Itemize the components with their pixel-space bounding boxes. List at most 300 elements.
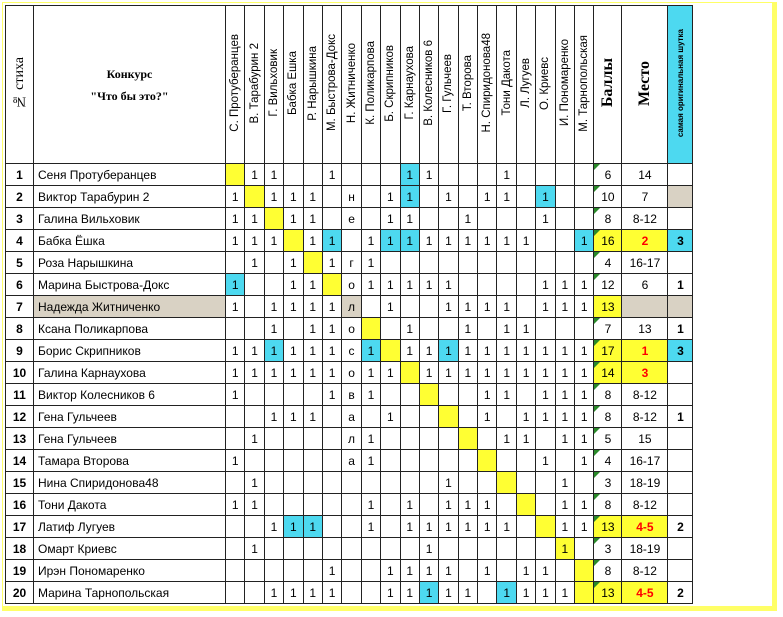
score-cell: 1 [516, 230, 535, 252]
score-cell: 1 [245, 230, 264, 252]
score-cell: 1 [458, 208, 477, 230]
score-cell: 1 [400, 274, 419, 296]
score-cell: 1 [264, 362, 283, 384]
score-cell [245, 274, 264, 296]
score-cell [284, 494, 303, 516]
score-cell: 1 [303, 406, 322, 428]
row-number: 11 [6, 384, 34, 406]
score-cell [555, 186, 574, 208]
score-cell [245, 296, 264, 318]
score-cell [245, 318, 264, 340]
score-cell [419, 384, 438, 406]
points-cell: 3 [594, 472, 622, 494]
judge-header [342, 6, 361, 164]
score-cell: 1 [575, 516, 594, 538]
header-number [6, 6, 34, 164]
score-cell [555, 560, 574, 582]
score-cell [536, 230, 555, 252]
score-cell: 1 [381, 582, 400, 604]
score-cell [575, 252, 594, 274]
score-cell: 1 [497, 582, 516, 604]
score-cell: 1 [264, 296, 283, 318]
original-cell [668, 208, 693, 230]
judge-name: Н. Спиридонова48 [481, 33, 494, 133]
score-cell [361, 406, 380, 428]
score-cell [419, 318, 438, 340]
score-cell [458, 274, 477, 296]
header-number-label: № стиха [11, 57, 27, 109]
score-cell: 1 [458, 494, 477, 516]
place-cell: 8-12 [622, 384, 668, 406]
score-cell [516, 186, 535, 208]
score-cell [575, 538, 594, 560]
header-points-label: Баллы [598, 58, 616, 108]
points-cell: 8 [594, 208, 622, 230]
table-container [3, 3, 772, 606]
score-cell: 1 [555, 340, 574, 362]
score-cell [322, 494, 341, 516]
score-cell: 1 [575, 406, 594, 428]
score-cell [381, 494, 400, 516]
score-cell [555, 318, 574, 340]
points-cell: 16 [594, 230, 622, 252]
judge-header [264, 6, 283, 164]
points-cell: 4 [594, 450, 622, 472]
score-cell [381, 384, 400, 406]
score-cell: 1 [303, 582, 322, 604]
score-cell: о [342, 362, 361, 384]
score-cell: г [342, 252, 361, 274]
table-row [6, 230, 693, 252]
score-cell [322, 428, 341, 450]
score-cell [536, 494, 555, 516]
score-cell: 1 [303, 296, 322, 318]
score-cell [478, 450, 497, 472]
score-cell: 1 [400, 208, 419, 230]
points-cell: 13 [594, 582, 622, 604]
score-cell: 1 [361, 428, 380, 450]
author-name: Марина Быстрова-Докс [34, 274, 226, 296]
points-cell: 7 [594, 318, 622, 340]
contest-title-line2: "Что бы это?" [90, 88, 169, 103]
score-cell: 1 [497, 362, 516, 384]
table-row [6, 252, 693, 274]
score-cell: 1 [516, 406, 535, 428]
score-cell [264, 560, 283, 582]
table-row [6, 208, 693, 230]
score-cell [536, 472, 555, 494]
author-name: Гена Гульчеев [34, 428, 226, 450]
score-cell [284, 450, 303, 472]
score-cell [342, 560, 361, 582]
score-cell: 1 [419, 362, 438, 384]
score-cell [245, 560, 264, 582]
score-cell: 1 [439, 230, 458, 252]
score-cell: 1 [458, 296, 477, 318]
author-name: Виктор Колесников 6 [34, 384, 226, 406]
score-cell [419, 472, 438, 494]
score-cell: 1 [536, 450, 555, 472]
original-cell [668, 538, 693, 560]
score-cell [516, 208, 535, 230]
score-cell [419, 406, 438, 428]
score-cell [439, 450, 458, 472]
score-cell [575, 208, 594, 230]
table-row [6, 428, 693, 450]
score-cell [322, 186, 341, 208]
judge-name: Тони Дакота [500, 50, 513, 116]
score-cell: 1 [516, 582, 535, 604]
score-cell [264, 208, 283, 230]
score-cell [458, 560, 477, 582]
original-cell [668, 296, 693, 318]
score-cell [264, 252, 283, 274]
score-cell [284, 428, 303, 450]
score-cell: 1 [419, 230, 438, 252]
score-cell [381, 538, 400, 560]
score-cell: 1 [322, 340, 341, 362]
score-cell [226, 582, 245, 604]
score-cell [439, 208, 458, 230]
score-cell: 1 [226, 450, 245, 472]
score-cell: 1 [322, 384, 341, 406]
judge-header [497, 6, 516, 164]
score-cell [536, 252, 555, 274]
judge-header [381, 6, 400, 164]
score-cell: 1 [400, 230, 419, 252]
score-cell [245, 582, 264, 604]
author-name: Надежда Житниченко [34, 296, 226, 318]
points-cell: 13 [594, 516, 622, 538]
score-cell [439, 164, 458, 186]
score-cell [303, 472, 322, 494]
score-cell: а [342, 406, 361, 428]
score-cell: 1 [439, 560, 458, 582]
score-cell: 1 [497, 230, 516, 252]
score-cell: 1 [381, 296, 400, 318]
score-cell [478, 538, 497, 560]
score-cell: 1 [555, 428, 574, 450]
row-number: 16 [6, 494, 34, 516]
score-cell [536, 516, 555, 538]
original-cell [668, 164, 693, 186]
score-cell: 1 [361, 362, 380, 384]
score-cell: 1 [361, 384, 380, 406]
score-cell [497, 406, 516, 428]
score-cell: 1 [439, 186, 458, 208]
row-number: 15 [6, 472, 34, 494]
score-cell: 1 [419, 340, 438, 362]
score-cell: 1 [226, 208, 245, 230]
score-cell [342, 164, 361, 186]
author-name: Ирэн Пономаренко [34, 560, 226, 582]
score-cell [303, 384, 322, 406]
score-cell [361, 560, 380, 582]
results-table [5, 5, 693, 604]
row-number: 5 [6, 252, 34, 274]
score-cell: 1 [361, 274, 380, 296]
score-cell [264, 494, 283, 516]
table-row [6, 538, 693, 560]
judge-name: О. Криевс [539, 56, 552, 110]
row-number: 19 [6, 560, 34, 582]
score-cell: 1 [575, 340, 594, 362]
score-cell [497, 252, 516, 274]
score-cell: 1 [245, 362, 264, 384]
score-cell: 1 [555, 472, 574, 494]
score-cell: с [342, 340, 361, 362]
score-cell: 1 [536, 186, 555, 208]
score-cell: 1 [303, 340, 322, 362]
score-cell [400, 472, 419, 494]
score-cell: 1 [439, 296, 458, 318]
score-cell [342, 494, 361, 516]
score-cell: 1 [322, 362, 341, 384]
score-cell: 1 [497, 516, 516, 538]
score-cell [400, 428, 419, 450]
score-cell [516, 274, 535, 296]
score-cell: 1 [555, 296, 574, 318]
score-cell [458, 186, 477, 208]
score-cell [439, 538, 458, 560]
score-cell [478, 428, 497, 450]
score-cell [381, 428, 400, 450]
score-cell: 1 [478, 186, 497, 208]
author-name: Сеня Протуберанцев [34, 164, 226, 186]
score-cell [322, 274, 341, 296]
judge-name: Бабка Ёшка [287, 51, 300, 115]
place-cell: 8-12 [622, 560, 668, 582]
original-cell [668, 428, 693, 450]
score-cell: 1 [226, 384, 245, 406]
score-cell [478, 208, 497, 230]
score-cell [303, 560, 322, 582]
score-cell: 1 [478, 494, 497, 516]
place-cell: 16-17 [622, 450, 668, 472]
judge-header [322, 6, 341, 164]
score-cell: 1 [264, 406, 283, 428]
score-cell [516, 164, 535, 186]
header-points [594, 6, 622, 164]
judge-header [458, 6, 477, 164]
score-cell [322, 538, 341, 560]
score-cell [497, 450, 516, 472]
place-cell: 8-12 [622, 494, 668, 516]
score-cell: 1 [516, 428, 535, 450]
score-cell: 1 [439, 340, 458, 362]
score-cell [478, 582, 497, 604]
score-cell [419, 296, 438, 318]
score-cell: 1 [284, 208, 303, 230]
original-cell [668, 362, 693, 384]
score-cell: 1 [322, 582, 341, 604]
score-cell [419, 252, 438, 274]
author-name: Бабка Ёшка [34, 230, 226, 252]
points-cell: 8 [594, 560, 622, 582]
score-cell: 1 [361, 252, 380, 274]
original-cell [668, 252, 693, 274]
score-cell: 1 [497, 296, 516, 318]
place-cell: 16-17 [622, 252, 668, 274]
judge-name: Б. Скрипников [384, 44, 397, 122]
place-cell: 6 [622, 274, 668, 296]
score-cell: 1 [497, 428, 516, 450]
score-cell: 1 [303, 274, 322, 296]
score-cell: 1 [381, 230, 400, 252]
header-place-label: Место [635, 60, 653, 106]
score-cell: 1 [516, 340, 535, 362]
score-cell [226, 472, 245, 494]
score-cell [245, 516, 264, 538]
score-cell: 1 [419, 274, 438, 296]
table-row [6, 340, 693, 362]
original-cell: 2 [668, 582, 693, 604]
score-cell [458, 406, 477, 428]
original-cell [668, 560, 693, 582]
score-cell [458, 472, 477, 494]
score-cell [439, 384, 458, 406]
score-cell: 1 [536, 406, 555, 428]
original-cell: 3 [668, 340, 693, 362]
author-name: Омарт Криевс [34, 538, 226, 560]
score-cell: в [342, 384, 361, 406]
place-cell: 4-5 [622, 516, 668, 538]
score-cell: 1 [555, 494, 574, 516]
score-cell: 1 [226, 296, 245, 318]
score-cell: 1 [284, 516, 303, 538]
score-cell [226, 252, 245, 274]
score-cell: 1 [245, 428, 264, 450]
judge-header [284, 6, 303, 164]
score-cell: 1 [245, 164, 264, 186]
score-cell: 1 [226, 362, 245, 384]
judge-name: Г. Карнаухова [403, 46, 416, 120]
judge-header [245, 6, 264, 164]
row-number: 12 [6, 406, 34, 428]
contest-title-line1: Конкурс [106, 66, 153, 81]
score-cell: 1 [361, 230, 380, 252]
score-cell [284, 560, 303, 582]
score-cell [284, 538, 303, 560]
score-cell [381, 472, 400, 494]
table-row [6, 362, 693, 384]
score-cell: е [342, 208, 361, 230]
points-cell: 8 [594, 406, 622, 428]
score-cell: 1 [575, 450, 594, 472]
table-row [6, 296, 693, 318]
score-cell: 1 [555, 406, 574, 428]
judge-header [555, 6, 574, 164]
score-cell: 1 [536, 340, 555, 362]
score-cell [458, 538, 477, 560]
row-number: 18 [6, 538, 34, 560]
table-row [6, 582, 693, 604]
score-cell: 1 [303, 208, 322, 230]
score-cell: 1 [555, 516, 574, 538]
score-cell: 1 [458, 362, 477, 384]
score-cell: 1 [361, 450, 380, 472]
score-cell [322, 406, 341, 428]
author-name: Галина Вильховик [34, 208, 226, 230]
points-cell: 4 [594, 252, 622, 274]
author-name: Латиф Лугуев [34, 516, 226, 538]
score-cell [575, 318, 594, 340]
score-cell: 1 [303, 516, 322, 538]
score-cell [419, 186, 438, 208]
original-cell: 2 [668, 516, 693, 538]
score-cell: 1 [245, 252, 264, 274]
score-cell [536, 318, 555, 340]
score-cell [555, 230, 574, 252]
score-cell [575, 164, 594, 186]
score-cell: 1 [400, 164, 419, 186]
score-cell [381, 252, 400, 274]
score-cell: 1 [245, 494, 264, 516]
table-row [6, 450, 693, 472]
score-cell [458, 450, 477, 472]
score-cell [458, 428, 477, 450]
score-cell [284, 164, 303, 186]
score-cell [478, 274, 497, 296]
place-cell [622, 296, 668, 318]
score-cell [555, 164, 574, 186]
score-cell [342, 538, 361, 560]
score-cell: 1 [458, 340, 477, 362]
score-cell: 1 [264, 340, 283, 362]
score-cell: 1 [439, 582, 458, 604]
score-cell: 1 [284, 296, 303, 318]
original-cell [668, 384, 693, 406]
row-number: 17 [6, 516, 34, 538]
judge-header [419, 6, 438, 164]
score-cell: 1 [322, 252, 341, 274]
header-original-label: самая оригинальная шутка [675, 28, 685, 138]
score-cell [400, 450, 419, 472]
judge-name: М. Быстрова-Докс [326, 34, 339, 132]
score-cell: 1 [381, 274, 400, 296]
row-number: 1 [6, 164, 34, 186]
row-number: 3 [6, 208, 34, 230]
judge-name: Н. Житниченко [345, 42, 358, 124]
score-cell [381, 318, 400, 340]
score-cell [419, 494, 438, 516]
contest-title [34, 6, 226, 164]
score-cell [264, 384, 283, 406]
score-cell: 1 [458, 582, 477, 604]
score-cell [381, 340, 400, 362]
score-cell: 1 [226, 340, 245, 362]
score-cell [303, 428, 322, 450]
score-cell: а [342, 450, 361, 472]
score-cell [575, 186, 594, 208]
score-cell [284, 472, 303, 494]
score-cell: 1 [439, 362, 458, 384]
original-cell [668, 186, 693, 208]
score-cell: 1 [400, 582, 419, 604]
score-cell [226, 560, 245, 582]
judge-header [439, 6, 458, 164]
score-cell [245, 450, 264, 472]
score-cell [497, 538, 516, 560]
score-cell: 1 [400, 340, 419, 362]
score-cell: 1 [381, 208, 400, 230]
score-cell [322, 472, 341, 494]
score-cell: 1 [575, 274, 594, 296]
points-cell: 6 [594, 164, 622, 186]
table-row [6, 318, 693, 340]
judge-header [536, 6, 555, 164]
score-cell: 1 [245, 208, 264, 230]
